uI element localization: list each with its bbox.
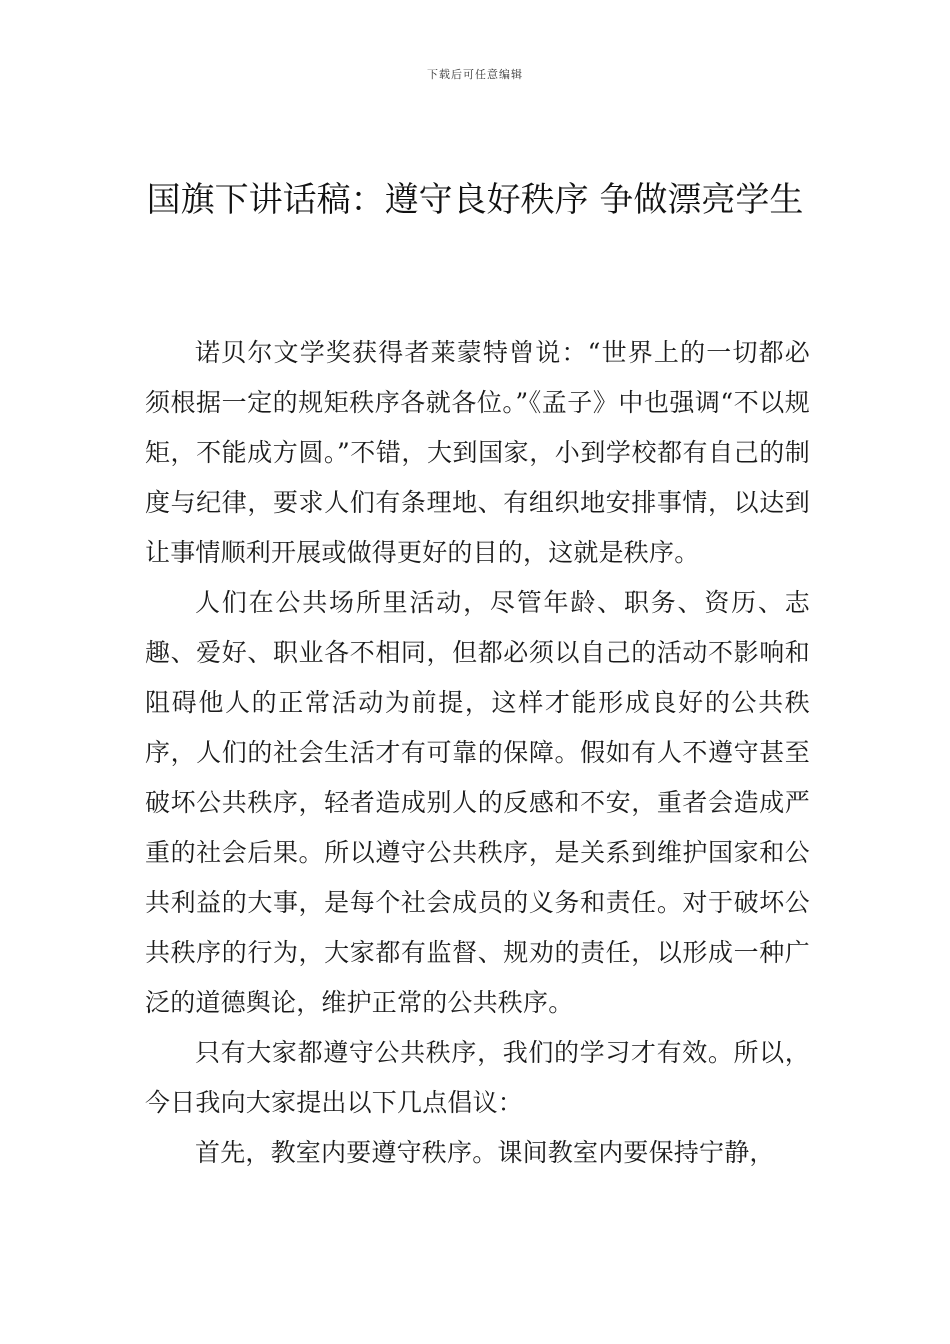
header-note: 下载后可任意编辑 (427, 68, 523, 81)
paragraph: 首先，教室内要遵守秩序。课间教室内要保持宁静， (195, 1138, 775, 1167)
paragraph: 诺贝尔文学奖获得者莱蒙特曾说：“世界上的一切都必须根据一定的规矩秩序各就各位。”《孟子》中也强调“不以规矩，不能成方圆。”不错，大到国家，小到学校都有自己的制度与纪律，要求人们有条理地、有组织地安排事情，以达到让事情顺利开展或做得更好的目的，这就是秩序。 (145, 338, 810, 567)
paragraph: 只有大家都遵守公共秩序，我们的学习才有效。所以，今日我向大家提出以下几点倡议： (145, 1038, 810, 1117)
document-body (145, 328, 810, 1178)
document-title: 国旗下讲话稿：遵守良好秩序 争做漂亮学生 (146, 180, 804, 220)
paragraph: 人们在公共场所里活动，尽管年龄、职务、资历、志趣、爱好、职业各不相同，但都必须以自己的活动不影响和阻碍他人的正常活动为前提，这样才能形成良好的公共秩序，人们的社会生活才有可靠的保障。假如有人不遵守甚至破坏公共秩序，轻者造成别人的反感和不安，重者会造成严重的社会后果。所以遵守公共秩序，是关系到维护国家和公共利益的大事，是每个社会成员的义务和责任。对于破坏公共秩序的行为，大家都有监督、规劝的责任，以形成一种广泛的道德舆论，维护正常的公共秩序。 (145, 588, 810, 1017)
